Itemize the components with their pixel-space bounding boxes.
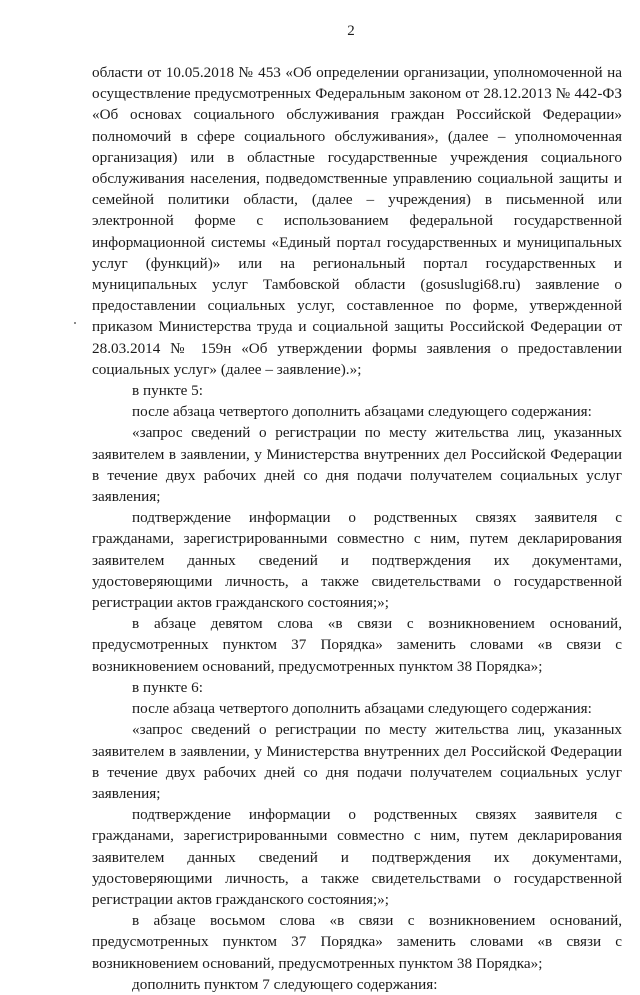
document-body (92, 62, 622, 995)
paragraph: в абзаце девятом слова «в связи с возникновением оснований, предусмотренных пунктом 37 Порядка» заменить словами «в связи с возникновением оснований, предусмотренных пунктом 38 Порядка»; (92, 615, 622, 675)
paragraph: «запрос сведений о регистрации по месту жительства лиц, указанных заявителем в заявлении, у Министерства внутренних дел Российской Федерации в течение двух рабочих дней со дня подачи получателем социальных услуг заявления; (92, 721, 622, 802)
page-number: 2 (347, 23, 355, 39)
paragraph: области от 10.05.2018 № 453 «Об определении организации, уполномоченной на осуществление предусмотренных Федеральным законом от 28.12.2013 № 442-ФЗ «Об основах социального обслуживания граждан Российской Федерации» полномочий в сфере социального обслуживания», (далее – уполномоченная организация) или в областные государственные учреждения социального обслуживания населения, подведомственные управлению социальной защиты и семейной политики области, (далее – учреждения) в письменной или электронной форме с использованием федеральной государственной информационной системы «Единый портал государственных и муниципальных услуг (функций)» или на региональный портал государственных и муниципальных услуг Тамбовской области (gosuslugi68.ru) заявление о предоставлении социальных услуг, составленное по форме, утвержденной приказом Министерства труда и социальной защиты Российской Федерации от 28.03.2014 № 159н «Об утверждении формы заявления о предоставлении социальных услуг» (далее – заявление).»; (92, 64, 622, 378)
paragraph: после абзаца четвертого дополнить абзацами следующего содержания: (132, 700, 592, 718)
paragraph: в пункте 5: (132, 382, 203, 400)
paragraph: дополнить пунктом 7 следующего содержания: (132, 975, 438, 993)
paragraph: подтверждение информации о родственных связях заявителя с гражданами, зарегистрированными совместно с ним, путем декларирования заявителем данных сведений и подтверждения их документами, удостоверяющими личность, а также свидетельствами о государственной регистрации актов гражданского состояния;»; (92, 509, 622, 612)
paragraph: «запрос сведений о регистрации по месту жительства лиц, указанных заявителем в заявлении, у Министерства внутренних дел Российской Федерации в течение двух рабочих дней со дня подачи получателем социальных услуг заявления; (92, 424, 622, 506)
paragraph: подтверждение информации о родственных связях заявителя с гражданами, зарегистрированными совместно с ним, путем декларирования заявителем данных сведений и подтверждения их документами, удостоверяющими личность, а также свидетельствами о государственной регистрации актов гражданского состояния;»; (92, 806, 622, 908)
margin-mark (74, 322, 76, 324)
paragraph: после абзаца четвертого дополнить абзацами следующего содержания: (132, 403, 592, 421)
paragraph: в пункте 6: (132, 678, 203, 696)
paragraph: в абзаце восьмом слова «в связи с возникновением оснований, предусмотренных пунктом 37 Порядка» заменить словами «в связи с возникновением оснований, предусмотренных пунктом 38 Порядка»; (92, 912, 622, 972)
